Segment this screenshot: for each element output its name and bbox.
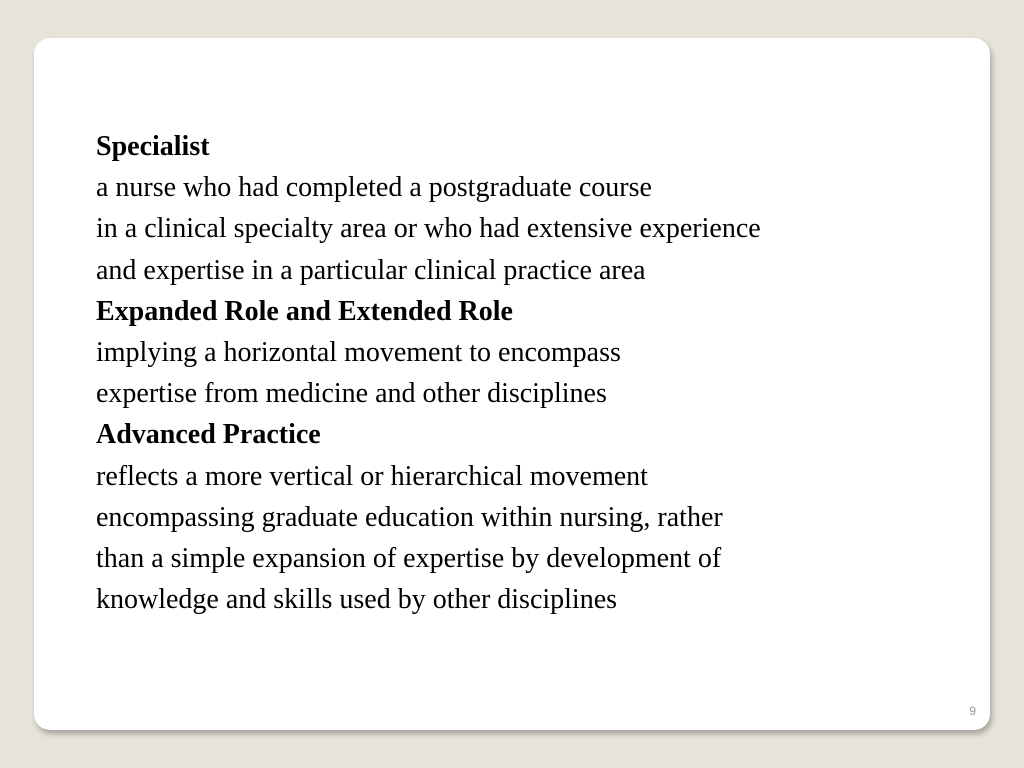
- section-text-line: than a simple expansion of expertise by development of: [96, 543, 722, 575]
- section-text-line: reflects a more vertical or hierarchical movement: [96, 460, 648, 492]
- section-text-line: a nurse who had completed a postgraduate course: [96, 172, 652, 204]
- section-specialist: [96, 126, 966, 291]
- section-advanced-practice: [96, 414, 966, 620]
- section-heading: Advanced Practice: [96, 419, 321, 451]
- section-text-line: knowledge and skills used by other disciplines: [96, 584, 618, 616]
- section-text-line: and expertise in a particular clinical practice area: [96, 254, 646, 286]
- section-text-line: in a clinical specialty area or who had extensive experience: [96, 213, 761, 245]
- section-text-line: expertise from medicine and other disciplines: [96, 378, 607, 410]
- section-expanded-role: [96, 291, 966, 415]
- section-heading: Specialist: [96, 131, 210, 162]
- slide-content: [96, 126, 966, 620]
- page-number: 9: [969, 704, 976, 718]
- section-text-line: encompassing graduate education within nursing, rather: [96, 501, 723, 533]
- section-heading: Expanded Role and Extended Role: [96, 295, 513, 327]
- section-text-line: implying a horizontal movement to encompass: [96, 337, 621, 369]
- slide: [34, 38, 990, 730]
